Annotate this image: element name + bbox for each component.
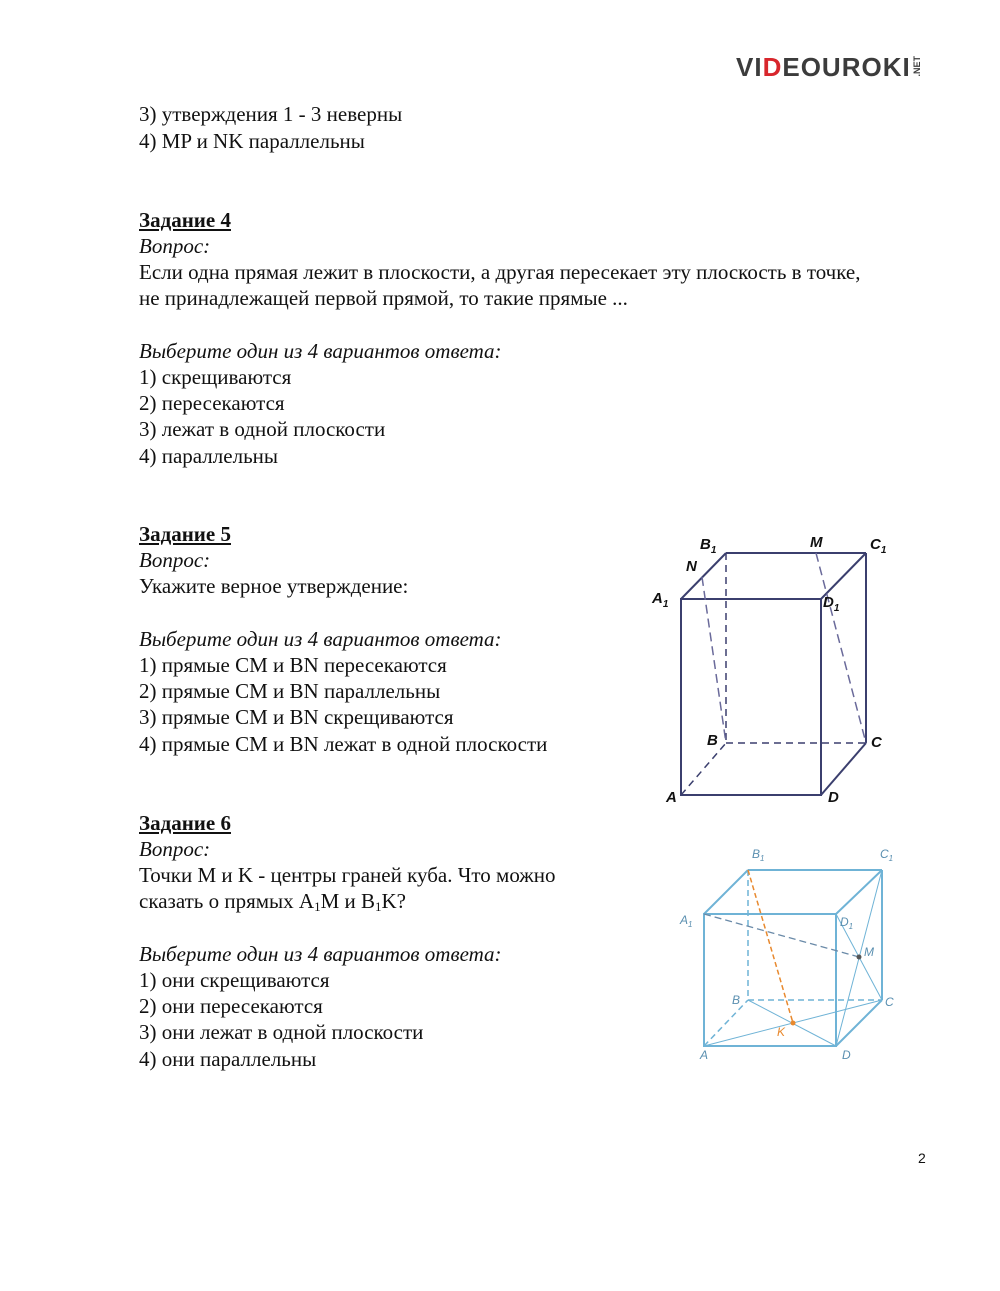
task5-choose-label: Выберите один из 4 вариантов ответа: (139, 627, 502, 651)
task5-label-a1: $A_1$ (652, 590, 669, 610)
task6-label-m: M (864, 945, 874, 959)
task5-edges (681, 553, 866, 795)
task5-hidden-edges (681, 553, 866, 795)
task6-option-3: 3) они лежат в одной плоскости (139, 1020, 424, 1044)
task5-label-b1: $B_1$ (700, 536, 717, 556)
task4-choose-label: Выберите один из 4 вариантов ответа: (139, 339, 502, 363)
task5-label-b: B (707, 732, 718, 749)
task6-label-d1: $D_1$ (840, 915, 854, 931)
task6-label-c1: $C_1$ (880, 847, 894, 863)
task4-option-4: 4) параллельны (139, 444, 278, 468)
task5-option-4: 4) прямые CM и BN лежат в одной плоскости (139, 732, 548, 756)
task6-label-d: D (842, 1048, 851, 1062)
task6-label-c: C (885, 995, 894, 1009)
task5-question-line-1: Укажите верное утверждение: (139, 574, 409, 598)
task6-point-m (857, 955, 862, 960)
task6-choose-label: Выберите один из 4 вариантов ответа: (139, 942, 502, 966)
task4-title: Задание 4 (139, 208, 231, 232)
task5-option-1: 1) прямые CM и BN пересекаются (139, 653, 447, 677)
task6-point-k (791, 1021, 796, 1026)
task4-question-label: Вопрос: (139, 234, 211, 258)
task5-option-3: 3) прямые CM и BN скрещиваются (139, 705, 454, 729)
task5-label-d1: $D_1$ (823, 594, 840, 614)
task5-parallelepiped-figure (640, 525, 900, 815)
task6-label-b1: $B_1$ (752, 847, 765, 863)
task5-question-label: Вопрос: (139, 548, 211, 572)
task5-label-c: C (871, 734, 882, 751)
task6-label-k: K (777, 1025, 786, 1039)
carry-option-4: 4) MP и NK параллельны (139, 129, 365, 153)
task5-label-m: M (810, 534, 823, 551)
task6-question-line-2: сказать о прямых $A_1M$ и $B_1K$? (139, 889, 406, 914)
task5-label-c1: $C_1$ (870, 536, 887, 556)
task6-option-2: 2) они пересекаются (139, 994, 323, 1018)
task4-question-line-2: не принадлежащей первой прямой, то такие прямые ... (139, 286, 628, 310)
task5-label-d: D (828, 789, 839, 806)
task6-question-line-1: Точки M и K - центры граней куба. Что можно (139, 863, 556, 887)
task5-label-a: A (666, 789, 677, 806)
task5-option-2: 2) прямые CM и BN параллельны (139, 679, 441, 703)
task5-title: Задание 5 (139, 522, 231, 546)
task4-option-3: 3) лежат в одной плоскости (139, 417, 386, 441)
task6-option-1: 1) они скрещиваются (139, 968, 330, 992)
task6-cube-figure (676, 840, 906, 1070)
task6-label-a: A (700, 1048, 709, 1062)
task4-option-2: 2) пересекаются (139, 391, 285, 415)
task6-label-b: B (732, 993, 741, 1007)
task4-option-1: 1) скрещиваются (139, 365, 292, 389)
task6-question-label: Вопрос: (139, 837, 211, 861)
task6-option-4: 4) они параллельны (139, 1047, 317, 1071)
task6-label-a1: $A_1$ (680, 913, 693, 929)
task6-title: Задание 6 (139, 811, 231, 835)
task4-question-line-1: Если одна прямая лежит в плоскости, а другая пересекает эту плоскость в точке, (139, 260, 861, 284)
task5-label-n: N (686, 558, 697, 575)
page-number: 2 (918, 1150, 926, 1166)
carry-option-3: 3) утверждения 1 - 3 неверны (139, 102, 403, 126)
videouroki-logo: VI D EOUROKI .NET (736, 52, 922, 82)
task6-cube-edges (704, 870, 882, 1046)
